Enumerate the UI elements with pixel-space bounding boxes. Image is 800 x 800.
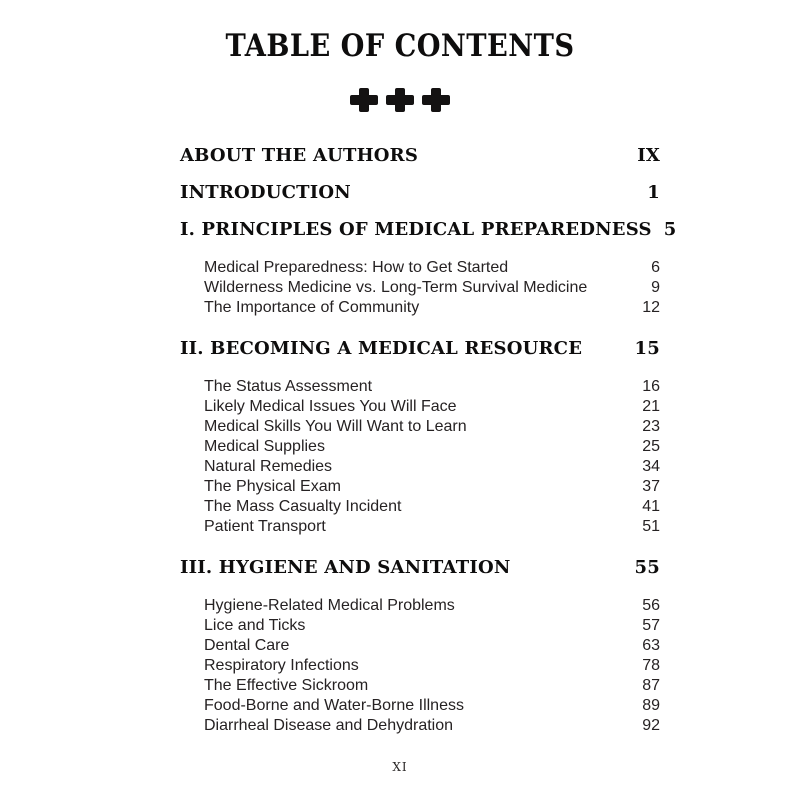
- toc-item-title: Medical Preparedness: How to Get Started: [204, 259, 509, 276]
- footer-page-number: XI: [392, 760, 408, 774]
- toc-item-title: The Importance of Community: [204, 299, 420, 316]
- toc-item-row: [204, 477, 660, 497]
- toc-item-row: [204, 397, 660, 417]
- toc-item-title: Dental Care: [204, 637, 290, 654]
- toc-item-row: [204, 517, 660, 537]
- toc-item-title: Lice and Ticks: [204, 617, 306, 634]
- toc-item-row: [204, 258, 660, 278]
- toc-section-page: 15: [634, 338, 660, 359]
- toc-item-title: Diarrheal Disease and Dehydration: [204, 717, 454, 734]
- medical-cross-icon: [386, 88, 414, 112]
- toc-item-row: [204, 716, 660, 736]
- toc-item-row: [204, 278, 660, 298]
- toc-item-page: 16: [642, 378, 660, 395]
- toc-item-page: 25: [642, 438, 660, 455]
- toc-item-title: Natural Remedies: [204, 458, 333, 475]
- toc-section-page: 1: [647, 182, 660, 203]
- toc-item-page: 12: [642, 299, 660, 316]
- toc-item-row: [204, 377, 660, 397]
- toc-section-title: III. HYGIENE AND SANITATION: [180, 557, 511, 578]
- toc-item-title: Medical Skills You Will Want to Learn: [204, 418, 467, 435]
- toc-item-page: 87: [642, 677, 660, 694]
- toc-section: [180, 183, 660, 203]
- toc-item-row: [204, 696, 660, 716]
- toc-item-page: 9: [651, 279, 660, 296]
- toc-item-page: 34: [642, 458, 660, 475]
- toc-item-page: 57: [642, 617, 660, 634]
- toc-item-row: [204, 656, 660, 676]
- toc-section-title: INTRODUCTION: [180, 182, 351, 203]
- medical-cross-icon: [350, 88, 378, 112]
- toc-section-items: [180, 377, 660, 537]
- toc-item-title: Food-Borne and Water-Borne Illness: [204, 697, 464, 714]
- toc-section-items: [180, 596, 660, 736]
- toc-item-title: Medical Supplies: [204, 438, 325, 455]
- toc-item-title: Wilderness Medicine vs. Long-Term Survival Medicine: [204, 279, 588, 296]
- toc-section-title: II. BECOMING A MEDICAL RESOURCE: [180, 338, 583, 359]
- toc-section: [180, 219, 677, 318]
- toc-item-page: 56: [642, 597, 660, 614]
- toc-item-title: The Physical Exam: [204, 478, 341, 495]
- toc-item-row: [204, 298, 660, 318]
- toc-item-row: [204, 616, 660, 636]
- toc-item-page: 6: [651, 259, 660, 276]
- toc-item-page: 78: [642, 657, 660, 674]
- toc-item-row: [204, 417, 660, 437]
- toc-item-row: [204, 457, 660, 477]
- toc-item-title: Respiratory Infections: [204, 657, 359, 674]
- toc-item-page: 37: [642, 478, 660, 495]
- toc-item-title: The Effective Sickroom: [204, 677, 369, 694]
- toc-section: [180, 146, 660, 166]
- toc-list: [180, 145, 677, 736]
- toc-section-page: 5: [663, 219, 677, 240]
- toc-item-title: The Mass Casualty Incident: [204, 498, 402, 515]
- toc-item-row: [204, 497, 660, 517]
- divider-crosses: [0, 87, 800, 112]
- toc-item-page: 63: [642, 637, 660, 654]
- toc-item-title: Hygiene-Related Medical Problems: [204, 597, 455, 614]
- toc-section-heading-row: [180, 183, 660, 203]
- toc-section: [180, 339, 660, 537]
- toc-item-row: [204, 676, 660, 696]
- page-title: TABLE OF CONTENTS: [225, 28, 575, 64]
- toc-section-items: [180, 258, 660, 318]
- toc-item-page: 89: [642, 697, 660, 714]
- toc-section-heading-row: [180, 558, 660, 578]
- toc-item-row: [204, 596, 660, 616]
- toc-item-row: [204, 636, 660, 656]
- toc-section-page: IX: [637, 145, 660, 166]
- medical-cross-icon: [422, 88, 450, 112]
- toc-item-page: 51: [642, 518, 660, 535]
- toc-item-page: 21: [642, 398, 660, 415]
- toc-item-page: 41: [642, 498, 660, 515]
- toc-section-title: I. PRINCIPLES OF MEDICAL PREPAREDNESS: [180, 219, 652, 240]
- toc-item-title: Patient Transport: [204, 518, 326, 535]
- toc-section: [180, 558, 660, 736]
- toc-section-heading-row: [180, 339, 660, 359]
- toc-item-row: [204, 437, 660, 457]
- toc-section-page: 55: [634, 557, 660, 578]
- toc-section-heading-row: [180, 146, 660, 166]
- toc-section-title: ABOUT THE AUTHORS: [180, 145, 419, 166]
- toc-item-title: The Status Assessment: [204, 378, 373, 395]
- toc-item-page: 23: [642, 418, 660, 435]
- toc-item-page: 92: [642, 717, 660, 734]
- toc-item-title: Likely Medical Issues You Will Face: [204, 398, 457, 415]
- toc-section-heading-row: [180, 219, 677, 240]
